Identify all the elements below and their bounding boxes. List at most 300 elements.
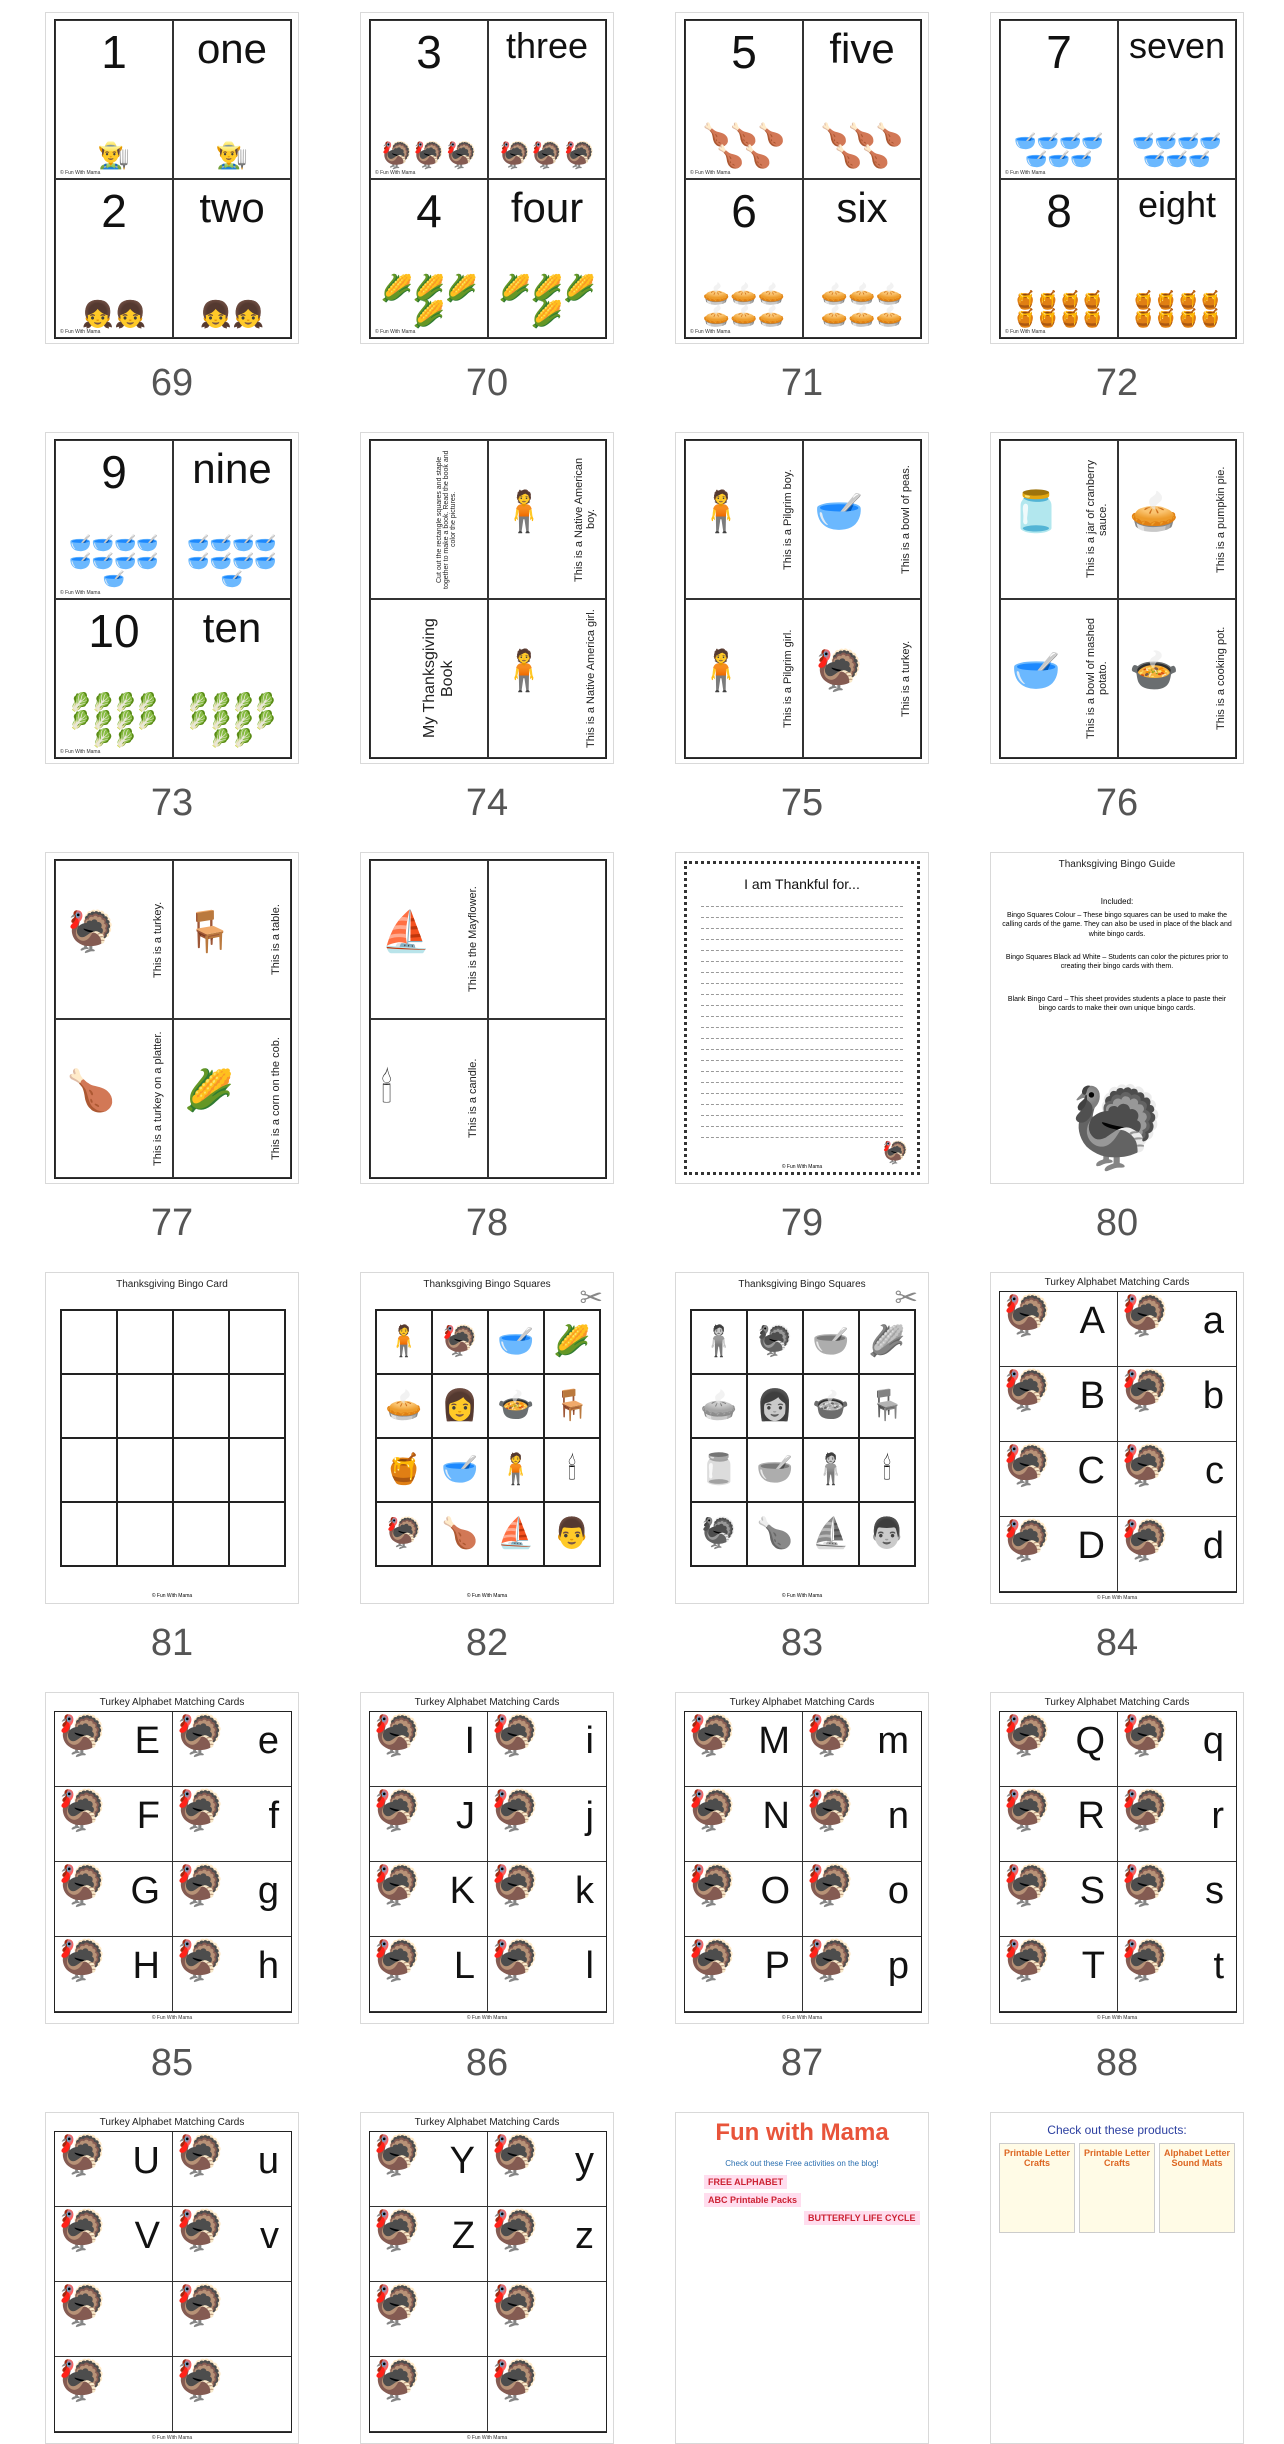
writing-line (701, 1071, 903, 1072)
card-letter: z (575, 2215, 594, 2257)
alphabet-card (55, 1862, 173, 1936)
card-numeral: 7 (1046, 26, 1072, 78)
credit-text: © Fun With Mama (151, 1593, 193, 1599)
card-numeral: 1 (101, 26, 127, 78)
thumbnail-image[interactable] (675, 1692, 929, 2024)
turkey-icon: 🦃 (1002, 1369, 1052, 1413)
book-page (370, 1019, 488, 1178)
writing-line (701, 1104, 903, 1105)
alphabet-card-grid (684, 1711, 922, 2013)
card-numeral: 6 (731, 185, 757, 237)
promo-item[interactable]: FREE ALPHABET (704, 2175, 787, 2189)
product-card[interactable]: Printable Letter Crafts (999, 2143, 1075, 2233)
alpha-title: Turkey Alphabet Matching Cards (729, 1697, 875, 1708)
bingo-square: 🥣 (488, 1310, 544, 1374)
page-number: 69 (150, 362, 194, 404)
alphabet-card (1118, 1292, 1236, 1366)
number-card (173, 440, 291, 599)
turkey-icon: 🦃 (805, 1939, 855, 1983)
number-card (55, 440, 173, 599)
bingo-title: Thanksgiving Bingo Squares (423, 1279, 551, 1290)
book-page (370, 440, 488, 599)
alpha-title: Turkey Alphabet Matching Cards (1044, 1277, 1190, 1288)
writing-line (701, 1005, 903, 1006)
bingo-square: 🍗 (432, 1502, 488, 1566)
card-letter: P (764, 1945, 790, 1987)
bingo-grid (375, 1309, 601, 1567)
bingo-square: 🦃 (691, 1502, 747, 1566)
card-letter: o (887, 1870, 909, 1912)
writing-line (701, 917, 903, 918)
turkey-icon: 🦃 (1120, 1789, 1170, 1833)
page-number: 76 (1095, 782, 1139, 824)
alphabet-row (370, 1787, 606, 1862)
alphabet-row (1000, 1712, 1236, 1787)
card-numeral: 2 (101, 185, 127, 237)
credit-text: © Fun With Mama (375, 329, 416, 335)
card-pictures: 🦃🦃🦃 (380, 140, 478, 170)
bingo-square: 👨 (544, 1502, 600, 1566)
card-letter: p (887, 1945, 909, 1987)
bingo-square: 🧍 (376, 1310, 432, 1374)
credit-text: © Fun With Mama (466, 1593, 508, 1599)
bingo-square: 🧍 (488, 1438, 544, 1502)
card-letter: e (257, 1720, 279, 1762)
turkey-icon: 🦃 (372, 2134, 422, 2178)
turkey-icon: 🦃 (57, 2284, 107, 2328)
guide-title: Thanksgiving Bingo Guide (1058, 859, 1176, 870)
turkey-icon: 🦃 (175, 1864, 225, 1908)
thumbnail-image[interactable] (45, 852, 299, 1184)
number-card (685, 179, 803, 338)
turkey-icon: 🦃 (805, 1864, 855, 1908)
alphabet-card (173, 2207, 291, 2281)
alphabet-card (370, 2282, 488, 2356)
number-card (1000, 20, 1118, 179)
alphabet-card-grid (999, 1291, 1237, 1593)
card-word: three (505, 25, 589, 66)
alphabet-card (1118, 1712, 1236, 1786)
turkey-icon: 🦃 (881, 1140, 909, 1165)
thumbnail-image[interactable] (675, 12, 929, 344)
alphabet-card (173, 2282, 291, 2356)
turkey-icon: 🦃 (490, 1789, 540, 1833)
card-pictures: 🥣🥣🥣🥣🥣🥣🥣🥣🥣 (187, 533, 277, 589)
page-number: 83 (780, 1622, 824, 1664)
alphabet-row (1000, 1937, 1236, 2012)
turkey-icon: 🦃 (490, 1864, 540, 1908)
thumbnail-image[interactable] (45, 12, 299, 344)
bingo-title: Thanksgiving Bingo Card (116, 1279, 228, 1290)
number-card (488, 20, 606, 179)
alphabet-row (55, 2282, 291, 2357)
alphabet-card (488, 2207, 606, 2281)
bingo-square: 🪑 (859, 1374, 915, 1438)
credit-text: © Fun With Mama (151, 2015, 193, 2021)
alpha-title: Turkey Alphabet Matching Cards (414, 2117, 560, 2128)
thumbnail-image[interactable] (360, 432, 614, 764)
card-letter: G (130, 1870, 160, 1912)
turkey-icon: 🦃 (57, 1789, 107, 1833)
thumbnail-image[interactable] (360, 2112, 614, 2444)
thumbnail-image[interactable] (675, 1272, 929, 1604)
bingo-square (229, 1502, 285, 1566)
bingo-square (229, 1310, 285, 1374)
book-page (55, 860, 173, 1019)
alphabet-card (803, 1937, 921, 2011)
card-letter: C (1077, 1450, 1105, 1492)
card-pictures: 🦃🦃🦃 (498, 140, 596, 170)
card-pictures: 🥣🥣🥣🥣🥣🥣🥣🥣🥣 (69, 533, 159, 589)
card-letter: q (1202, 1720, 1224, 1762)
bingo-square: 🦃 (747, 1310, 803, 1374)
card-numeral: 3 (416, 26, 442, 78)
page-illustration-icon: 🧍 (499, 490, 549, 535)
bingo-square: 🕯 (859, 1438, 915, 1502)
bingo-square (173, 1374, 229, 1438)
card-word: five (829, 25, 895, 72)
card-word: eight (1137, 184, 1217, 225)
writing-line (701, 928, 903, 929)
book-page-text: This is a candle. (467, 1058, 479, 1139)
product-card[interactable]: Alphabet Letter Sound Mats (1159, 2143, 1235, 2233)
page-illustration-icon: 🫙 (1011, 490, 1061, 535)
alphabet-row (370, 2357, 606, 2432)
book-page-sheet (999, 439, 1237, 759)
page-illustration-icon: 🕯 (381, 1067, 393, 1112)
thumbnail-image[interactable] (990, 852, 1244, 1184)
turkey-icon: 🦃 (1120, 1519, 1170, 1563)
thumbnail-image[interactable] (990, 1272, 1244, 1604)
number-card (173, 20, 291, 179)
book-page (1118, 599, 1236, 758)
card-letter: R (1077, 1795, 1105, 1837)
card-pictures: 👨‍🌾 (97, 140, 131, 170)
thumbnail-image[interactable] (675, 2112, 929, 2444)
page-number: 85 (150, 2042, 194, 2084)
promo-subtitle: Check out these Free activities on the blog! (725, 2159, 879, 2168)
thumbnail-image[interactable] (990, 432, 1244, 764)
card-numeral: 10 (88, 605, 140, 657)
credit-text: © Fun With Mama (781, 2015, 823, 2021)
thumbnail-image[interactable] (360, 12, 614, 344)
bingo-square (117, 1438, 173, 1502)
card-word: one (196, 25, 268, 72)
turkey-icon: 🦃 (490, 2359, 540, 2403)
alphabet-card (685, 1787, 803, 1861)
writing-line (701, 950, 903, 951)
writing-line (701, 972, 903, 973)
bingo-square (229, 1374, 285, 1438)
page-number: 88 (1095, 2042, 1139, 2084)
alphabet-card (1000, 1862, 1118, 1936)
bingo-square (117, 1310, 173, 1374)
bingo-square (173, 1310, 229, 1374)
thumbnail-image[interactable] (360, 1272, 614, 1604)
book-page (173, 1019, 291, 1178)
card-word: six (836, 184, 888, 231)
alphabet-card-grid (999, 1711, 1237, 2013)
card-letter: h (257, 1945, 279, 1987)
turkey-icon: 🦃 (490, 2134, 540, 2178)
writing-line (701, 983, 903, 984)
alphabet-card-grid (369, 1711, 607, 2013)
number-card (370, 179, 488, 338)
alphabet-row (55, 1787, 291, 1862)
turkey-icon: 🦃 (1002, 1714, 1052, 1758)
card-word: seven (1128, 25, 1226, 66)
alphabet-card (488, 1787, 606, 1861)
alphabet-card (370, 1862, 488, 1936)
credit-text: © Fun With Mama (1096, 1595, 1138, 1601)
thumbnail-image[interactable] (45, 2112, 299, 2444)
book-page (1118, 440, 1236, 599)
bingo-square: 🍲 (803, 1374, 859, 1438)
alphabet-row (1000, 1367, 1236, 1442)
page-illustration-icon: ⛵ (381, 910, 431, 955)
alphabet-card (370, 1787, 488, 1861)
card-letter: T (1081, 1945, 1105, 1987)
alphabet-card (1000, 1712, 1118, 1786)
page-number: 77 (150, 1202, 194, 1244)
card-letter: Y (449, 2140, 475, 2182)
promo-item[interactable]: BUTTERFLY LIFE CYCLE (804, 2211, 920, 2225)
turkey-icon: 🦃 (372, 1864, 422, 1908)
card-letter: U (132, 2140, 160, 2182)
number-card (55, 20, 173, 179)
page-illustration-icon: 🥧 (1129, 490, 1179, 535)
bingo-square: ⛵ (488, 1502, 544, 1566)
alphabet-card (803, 1787, 921, 1861)
scissors-icon: ✂ (894, 1282, 918, 1313)
guide-item: Bingo Squares Black ad White – Students can color the pictures prior to creating their bingo cards with them. (1005, 954, 1229, 971)
bingo-square (173, 1438, 229, 1502)
thumbnail-image[interactable] (360, 1692, 614, 2024)
book-page (685, 440, 803, 599)
alphabet-card (173, 2132, 291, 2206)
turkey-icon: 🦃 (805, 1714, 855, 1758)
bingo-square: 🧍 (803, 1438, 859, 1502)
writing-line (701, 1115, 903, 1116)
card-letter: Z (451, 2215, 475, 2257)
alphabet-card (55, 2207, 173, 2281)
bingo-square: 🥣 (432, 1438, 488, 1502)
card-pictures: 🥧🥧🥧🥧🥧🥧 (702, 281, 786, 328)
card-letter: c (1205, 1450, 1224, 1492)
card-letter: V (134, 2215, 160, 2257)
thumbnail-image[interactable] (990, 12, 1244, 344)
book-page (55, 1019, 173, 1178)
thumbnail-image[interactable] (45, 1272, 299, 1604)
writing-line (701, 1016, 903, 1017)
thumbnail-image[interactable] (675, 852, 929, 1184)
page-illustration-icon: 🍗 (66, 1069, 116, 1114)
card-letter: v (260, 2215, 279, 2257)
alphabet-card (370, 1937, 488, 2011)
alphabet-card (1000, 1787, 1118, 1861)
card-pictures: 🥧🥧🥧🥧🥧🥧 (820, 281, 904, 328)
card-letter: B (1079, 1375, 1105, 1417)
alphabet-card (803, 1862, 921, 1936)
page-illustration-icon: 🪑 (184, 910, 234, 955)
turkey-icon: 🦃 (372, 2209, 422, 2253)
alphabet-card (1118, 1367, 1236, 1441)
writing-line (701, 1093, 903, 1094)
promo-item[interactable]: ABC Printable Packs (704, 2193, 801, 2207)
alphabet-row (1000, 1292, 1236, 1367)
turkey-icon: 🦃 (175, 2209, 225, 2253)
turkey-icon: 🦃 (1002, 1444, 1052, 1488)
book-page-sheet (369, 859, 607, 1179)
credit-text: © Fun With Mama (60, 329, 101, 335)
card-pictures: 🥣🥣🥣🥣🥣🥣🥣 (1014, 131, 1104, 169)
book-page-text: This is a turkey. (152, 901, 164, 978)
card-pictures: 🍯🍯🍯🍯🍯🍯🍯🍯 (1014, 290, 1104, 328)
page-number: 79 (780, 1202, 824, 1244)
card-letter: H (132, 1945, 160, 1987)
turkey-icon: 🦃 (687, 1864, 737, 1908)
page-illustration-icon: 🥣 (814, 490, 864, 535)
number-card-sheet (54, 439, 292, 759)
page-number: 86 (465, 2042, 509, 2084)
book-page-text: This is a bowl of peas. (900, 465, 912, 574)
alphabet-card (173, 1862, 291, 1936)
turkey-icon: 🦃 (490, 2209, 540, 2253)
alphabet-card (803, 1712, 921, 1786)
number-card (685, 20, 803, 179)
card-letter: A (1079, 1300, 1105, 1342)
number-card (173, 179, 291, 338)
number-card (803, 179, 921, 338)
card-letter: N (762, 1795, 790, 1837)
writing-line (701, 1082, 903, 1083)
alphabet-row (370, 2207, 606, 2282)
alphabet-card (370, 2357, 488, 2431)
thumbnail-image[interactable] (45, 432, 299, 764)
alphabet-card (1000, 1517, 1118, 1591)
number-card-sheet (684, 19, 922, 339)
card-word: two (199, 184, 265, 231)
bingo-square (173, 1502, 229, 1566)
alphabet-card (1118, 1442, 1236, 1516)
writing-line (701, 1049, 903, 1050)
card-numeral: 5 (731, 26, 757, 78)
alphabet-card (488, 2282, 606, 2356)
book-page-text: This is a table. (270, 904, 282, 975)
thankful-page (684, 861, 920, 1175)
book-page-text: My Thanksgiving Book (421, 618, 456, 739)
card-letter: O (760, 1870, 790, 1912)
card-letter: j (585, 1795, 594, 1837)
number-card-sheet (54, 19, 292, 339)
thumbnail-image[interactable] (990, 2112, 1244, 2444)
card-pictures: 🥬🥬🥬🥬🥬🥬🥬🥬🥬🥬 (69, 692, 159, 748)
thumbnail-image[interactable] (45, 1692, 299, 2024)
alphabet-card (370, 1712, 488, 1786)
writing-line (701, 1137, 903, 1138)
page-number: 73 (150, 782, 194, 824)
turkey-icon: 🦃 (372, 1714, 422, 1758)
book-page-text: This is a Pilgrim boy. (782, 469, 794, 570)
alphabet-row (685, 1862, 921, 1937)
alphabet-card (370, 2132, 488, 2206)
alphabet-card (1000, 1937, 1118, 2011)
guide-item: Bingo Squares Colour – These bingo squares can be used to make the calling cards of the game. They can also be used in place of the black and white bingo cards. (1002, 912, 1232, 938)
page-illustration-icon: 🌽 (184, 1069, 234, 1114)
book-page-text: This is a Native American boy. (573, 457, 597, 582)
book-page-sheet (369, 439, 607, 759)
alphabet-card (55, 1937, 173, 2011)
alphabet-card (685, 1862, 803, 1936)
bingo-square (229, 1438, 285, 1502)
writing-line (701, 1027, 903, 1028)
bingo-square: 🍯 (376, 1438, 432, 1502)
card-letter: I (464, 1720, 475, 1762)
alpha-title: Turkey Alphabet Matching Cards (1044, 1697, 1190, 1708)
number-card (803, 20, 921, 179)
alphabet-card (685, 1712, 803, 1786)
alphabet-row (370, 1937, 606, 2012)
bingo-square: 🫙 (691, 1438, 747, 1502)
book-page (1000, 440, 1118, 599)
turkey-icon: 🦃 (57, 1939, 107, 1983)
thumbnail-image[interactable] (360, 852, 614, 1184)
thumbnail-image[interactable] (990, 1692, 1244, 2024)
alphabet-card (1000, 1292, 1118, 1366)
book-page-text: This is a Pilgrim girl. (782, 629, 794, 728)
card-pictures: 🌽🌽🌽🌽 (380, 273, 478, 329)
book-page-text: This is a turkey. (900, 640, 912, 717)
thumbnail-image[interactable] (675, 432, 929, 764)
card-letter: g (257, 1870, 279, 1912)
card-letter: s (1205, 1870, 1224, 1912)
card-letter: K (449, 1870, 475, 1912)
book-page-text: This is a corn on the cob. (270, 1037, 282, 1160)
alphabet-card (173, 1937, 291, 2011)
card-pictures: 🍗🍗🍗🍗🍗 (820, 122, 904, 169)
page-number: 74 (465, 782, 509, 824)
card-letter: n (887, 1795, 909, 1837)
writing-line (701, 1060, 903, 1061)
alphabet-card (55, 1712, 173, 1786)
bingo-square (117, 1374, 173, 1438)
page-number: 78 (465, 1202, 509, 1244)
bingo-square (61, 1438, 117, 1502)
bingo-square: 🧍 (691, 1310, 747, 1374)
credit-text: © Fun With Mama (1005, 329, 1046, 335)
book-page-sheet (684, 439, 922, 759)
number-card (370, 20, 488, 179)
number-card (55, 599, 173, 758)
card-numeral: 9 (101, 446, 127, 498)
turkey-icon: 🦃 (1120, 1864, 1170, 1908)
book-page (488, 1019, 606, 1178)
page-number: 81 (150, 1622, 194, 1664)
number-card (173, 599, 291, 758)
card-letter: l (585, 1945, 594, 1987)
product-card[interactable]: Printable Letter Crafts (1079, 2143, 1155, 2233)
turkey-icon: 🦃 (687, 1939, 737, 1983)
credit-text: © Fun With Mama (151, 2435, 193, 2441)
writing-line (701, 1126, 903, 1127)
bingo-square: 🥧 (376, 1374, 432, 1438)
book-page-text: This is a cooking pot. (1215, 626, 1227, 731)
book-page (173, 860, 291, 1019)
book-page-text: This is a bowl of mashed potato. (1085, 617, 1109, 740)
bingo-square: 🥣 (747, 1438, 803, 1502)
turkey-icon: 🦃 (805, 1789, 855, 1833)
guide-included: Included: (1100, 897, 1134, 906)
